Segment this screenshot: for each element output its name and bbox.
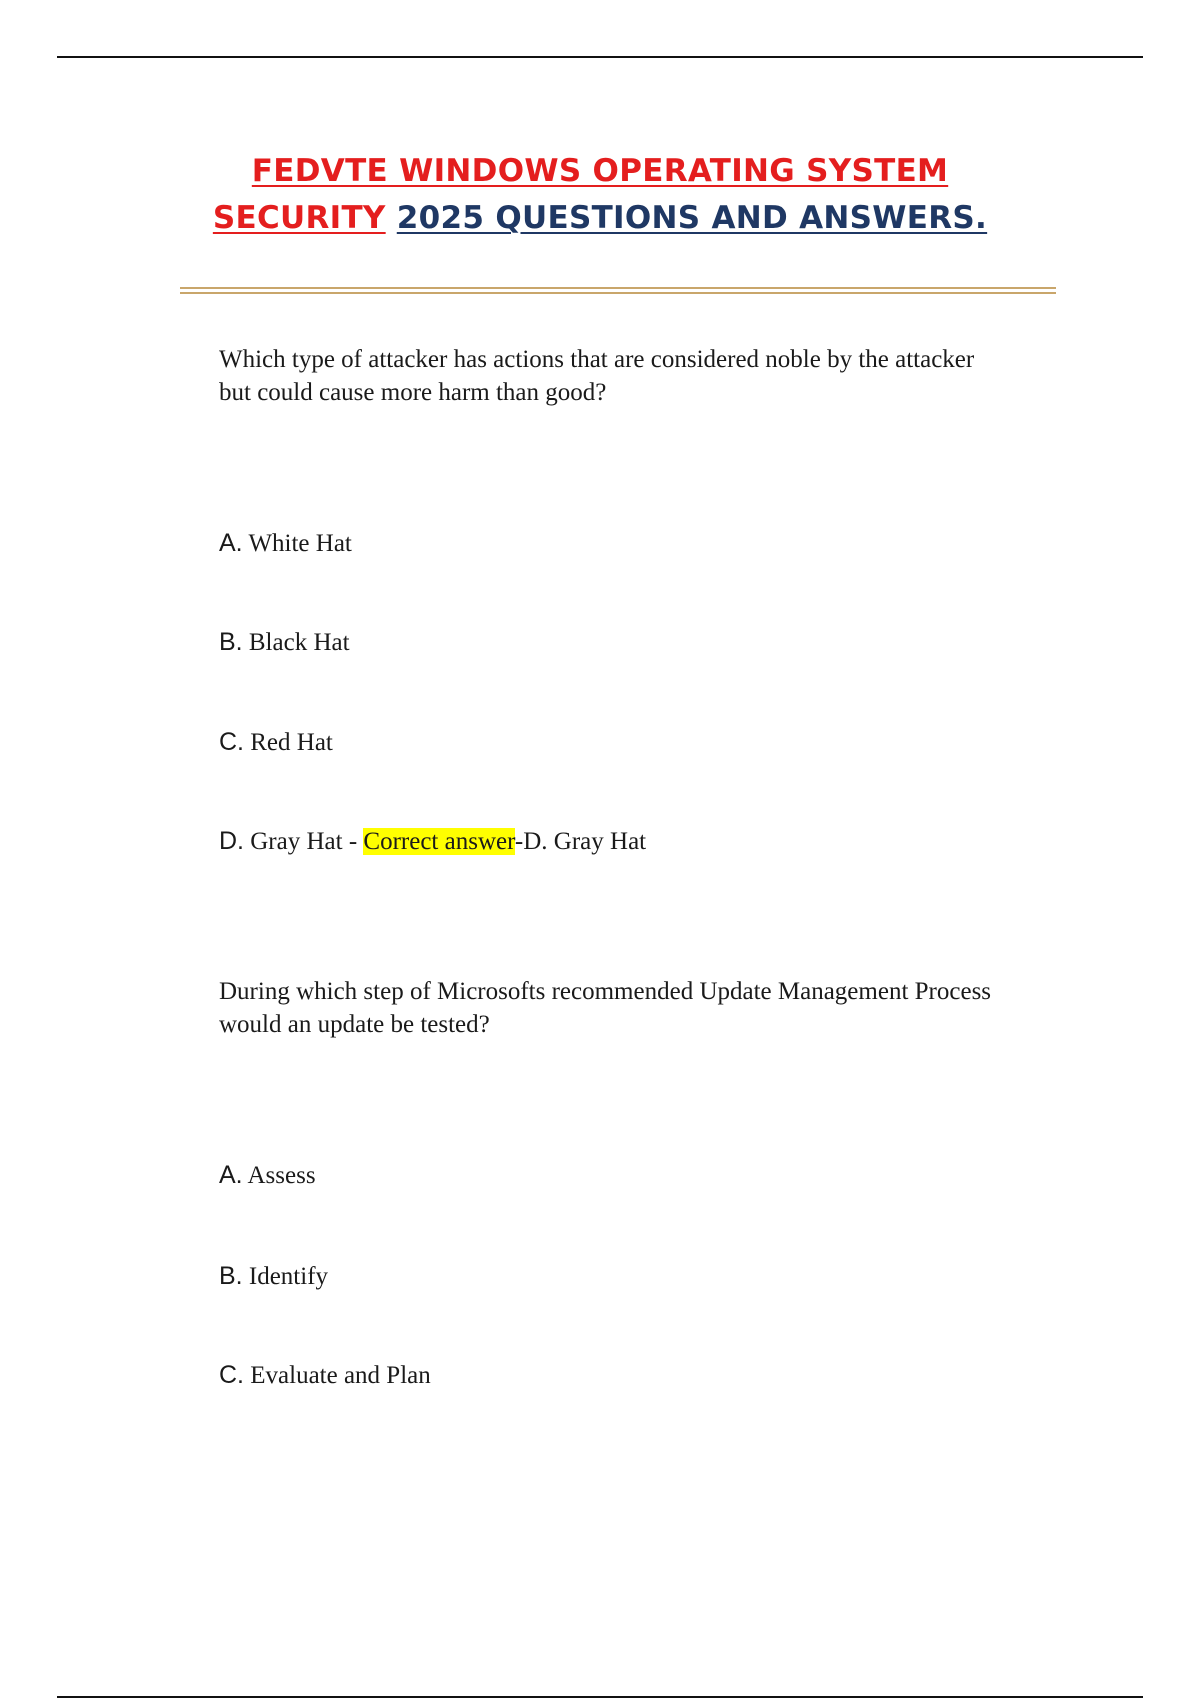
option-letter: D. (219, 827, 244, 855)
option-text: Identify (248, 1263, 329, 1290)
title-navy: 2025 QUESTIONS AND ANSWERS. (396, 200, 988, 236)
question-1-text: Which type of attacker has actions that are considered noble by the attacker but could cause more harm than good? (219, 346, 975, 406)
option-text: Gray Hat - (250, 828, 364, 855)
question-2-option-a (219, 1159, 316, 1192)
option-letter: C. (219, 1361, 244, 1389)
option-text: Evaluate and Plan (250, 1362, 431, 1389)
question-1-option-a (219, 527, 352, 560)
page-top-rule (57, 56, 1143, 58)
option-letter: B. (219, 628, 243, 656)
option-text: White Hat (248, 530, 352, 557)
question-1-option-c (219, 726, 333, 759)
option-letter: A. (219, 529, 243, 557)
option-letter: C. (219, 728, 244, 756)
question-2-option-c (219, 1359, 431, 1392)
title-red-line2: SECURITY (212, 200, 386, 236)
question-2-text: During which step of Microsofts recommended Update Management Process would an update be tested? (219, 978, 992, 1038)
question-1-option-d (219, 825, 646, 858)
title-divider (180, 287, 1056, 294)
document-title (0, 148, 1200, 242)
option-text: Assess (247, 1162, 316, 1189)
option-letter: A. (219, 1161, 243, 1189)
option-text: Black Hat (248, 629, 350, 656)
correct-answer-highlight: Correct answer (363, 828, 515, 855)
option-text: Red Hat (250, 729, 333, 756)
page-bottom-rule (57, 1696, 1143, 1698)
title-red-line1: FEDVTE WINDOWS OPERATING SYSTEM (251, 153, 949, 189)
question-2-option-b (219, 1260, 328, 1293)
correct-answer-text: -D. Gray Hat (514, 828, 647, 855)
option-letter: B. (219, 1262, 243, 1290)
question-1-option-b (219, 626, 350, 659)
